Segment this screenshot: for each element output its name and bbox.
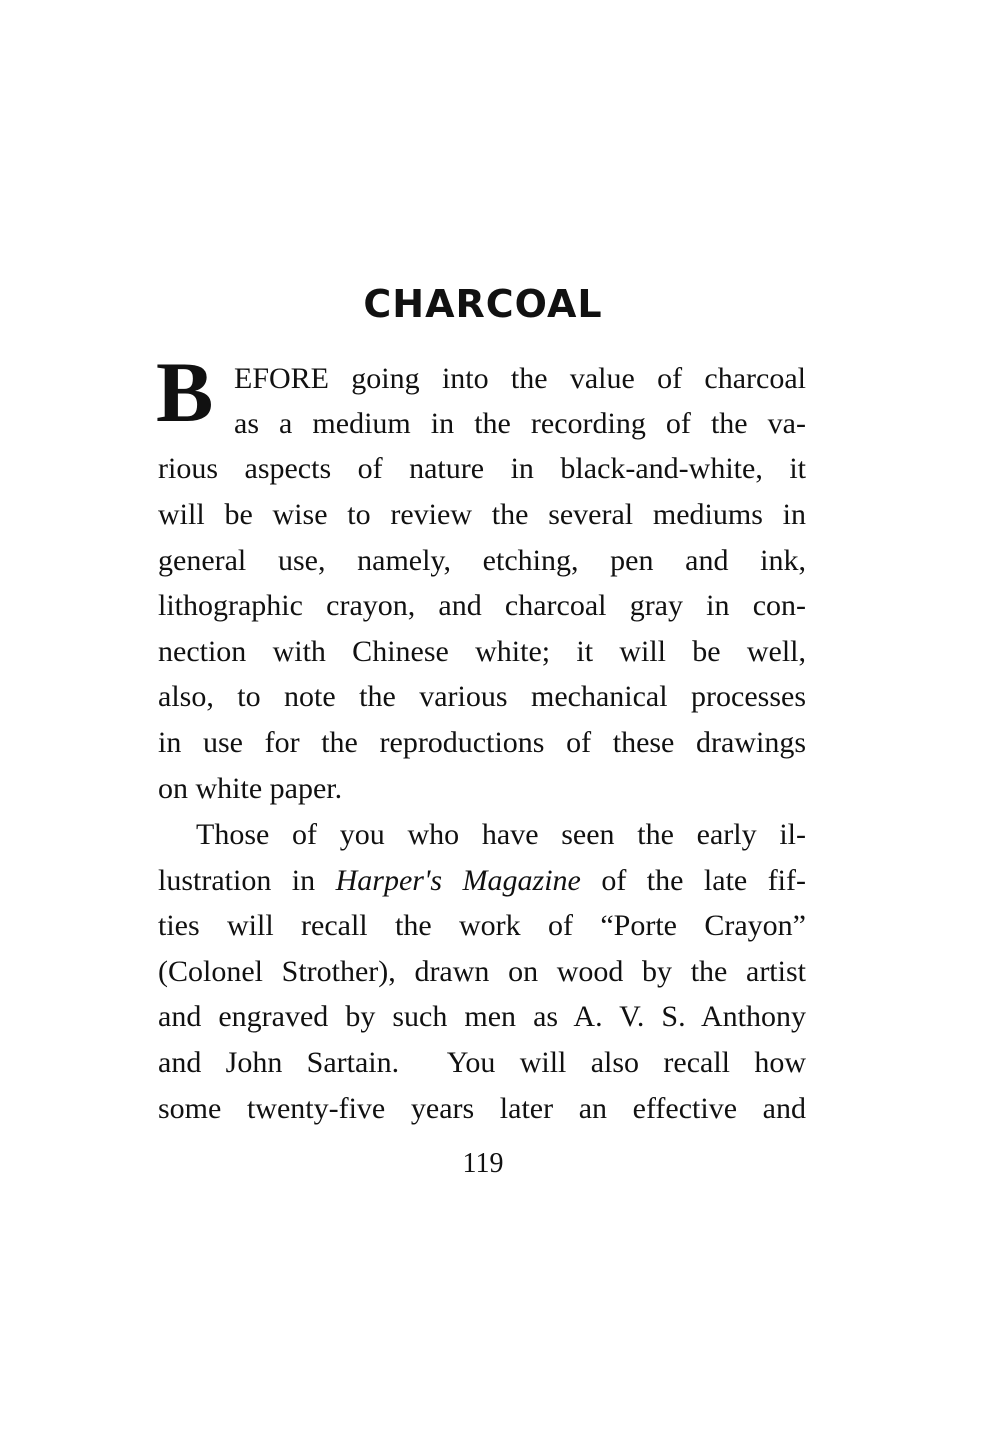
text-line: also, to note the various mechanical processes [158, 680, 806, 713]
text-line: in use for the reproductions of these drawings [158, 726, 806, 759]
text-line [158, 864, 806, 898]
text-line: (Colonel Strother), drawn on wood by the artist [158, 955, 806, 988]
chapter-title: CHARCOAL [363, 282, 603, 326]
text-line: will be wise to review the several mediums in [158, 498, 806, 531]
text-line: ties will recall the work of “Porte Crayon” [158, 909, 806, 942]
page-number: 119 [462, 1148, 504, 1179]
text-line: EFORE going into the value of charcoal [234, 362, 806, 395]
text-line: nection with Chinese white; it will be well, [158, 635, 806, 668]
text-line: Those of you who have seen the early il- [196, 818, 806, 851]
text-line: on white paper. [158, 772, 343, 805]
drop-cap: B [156, 344, 214, 440]
text-line: as a medium in the recording of the va- [234, 407, 806, 440]
text-line: lithographic crayon, and charcoal gray in con- [158, 589, 806, 622]
text-line: some twenty-five years later an effective and [158, 1092, 806, 1125]
text-span: of the late fif- [580, 864, 807, 897]
text-line: general use, namely, etching, pen and ink, [158, 544, 806, 577]
text-line: rious aspects of nature in black-and-white, it [158, 452, 806, 485]
text-line: and engraved by such men as A. V. S. Anthony [158, 1000, 806, 1033]
text-line: and John Sartain. You will also recall how [158, 1046, 806, 1079]
text-span: lustration in [158, 864, 336, 897]
magazine-title: Harper's Magazine [335, 864, 581, 897]
